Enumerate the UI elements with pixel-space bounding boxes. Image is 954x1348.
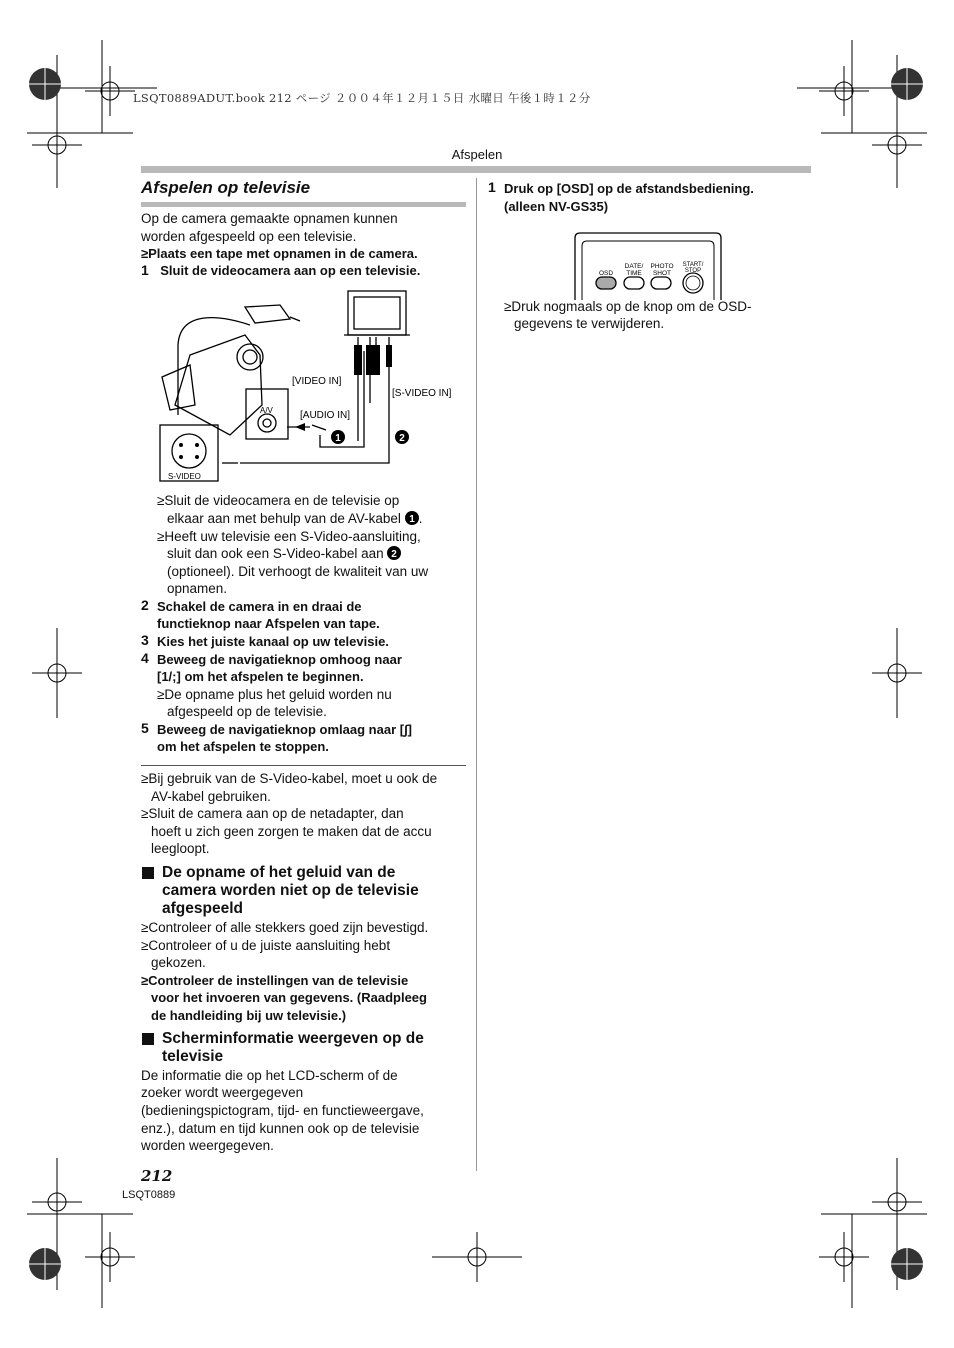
shot-label: SHOT [652,270,672,277]
heading-trouble: afgespeeld [162,900,243,917]
conn-bullet-2-cont [167,545,401,563]
step-4-bullet: ≥De opname plus het geluid worden nu [157,687,392,702]
label-audio-in: [AUDIO IN] [300,410,351,421]
conn-bullet-1-text: elkaar aan met behulp van de AV-kabel [167,511,401,526]
screen-info-text: worden weergegeven. [141,1138,274,1153]
conn-bullet-2: ≥Heeft uw televisie een S-Video-aansluiting, [157,529,421,544]
photo-label: PHOTO [650,263,674,270]
right-bullet: ≥Druk nogmaals op de knop om de OSD- [504,299,752,314]
step-5-line: om het afspelen te stoppen. [157,739,329,754]
print-header: LSQT0889ADUT.book 212 ページ ２００４年１２月１５日 水曜日 午後１時１２分 [133,91,591,105]
step-2-line: functieknop naar Afspelen van tape. [157,616,380,631]
note-2: ≥Sluit de camera aan op de netadapter, dan [141,806,404,821]
svg-text:2: 2 [391,549,398,560]
step-text: Sluit de videocamera aan op een televisie. [160,263,421,278]
heading-screen-info: televisie [162,1048,224,1065]
marker-2: 2 [399,433,405,444]
note-rule [141,765,466,766]
note-2-cont: leegloopt. [151,841,210,856]
heading-screen-info: Scherminformatie weergeven op de [162,1030,424,1047]
osd-button [596,277,616,289]
photo-shot-button [651,277,671,289]
label-video-in: [VIDEO IN] [292,376,342,387]
step-3-line: Kies het juiste kanaal op uw televisie. [157,634,389,649]
intro-line: Op de camera gemaakte opnamen kunnen [141,211,398,226]
time-label: TIME [626,270,642,277]
label-svideo: S-VIDEO [168,472,201,481]
right-step-number: 1 [488,179,496,195]
trouble-bullet-bold-cont: de handleiding bij uw televisie.) [151,1008,347,1023]
right-bullet-cont: gegevens te verwijderen. [514,316,665,331]
step-4-line: Beweeg de navigatieknop omhoog naar [157,652,402,667]
screen-info-text: enz.), datum en tijd kunnen ook op de televisie [141,1121,420,1136]
title-rule [141,202,466,207]
step-4-line: [1/;] om het afspelen te beginnen. [157,669,364,684]
intro-line: worden afgespeeld op een televisie. [141,229,357,244]
right-step-line: (alleen NV-GS35) [504,199,609,214]
note-2-cont: hoeft u zich geen zorgen te maken dat de accu [151,824,432,839]
step-5-number: 5 [141,720,149,736]
heading-trouble: De opname of het geluid van de [162,864,396,881]
conn-bullet-1: ≥Sluit de videocamera en de televisie op [157,493,400,508]
marker-1: 1 [335,433,341,444]
label-svideo-in: [S-VIDEO IN] [392,388,452,399]
running-head: Afspelen [451,147,503,162]
label-av: A/V [260,406,273,415]
conn-bullet-2-text: sluit dan ook een S-Video-kabel aan [167,546,384,561]
marker-2-icon [387,546,401,560]
trouble-bullet-bold-cont: voor het invoeren van gegevens. (Raadpleeg [151,990,427,1005]
conn-bullet-2-line3: (optioneel). Dit verhoogt de kwaliteit van uw [167,564,429,579]
heading-square-icon [142,867,154,879]
right-step-line: Druk op [OSD] op de afstandsbediening. [504,181,754,196]
heading-square-icon [142,1033,154,1045]
svg-text:1: 1 [408,514,415,525]
conn-bullet-2-line4: opnamen. [167,581,228,596]
step-3-number: 3 [141,632,149,648]
screen-info-text: (bedieningspictogram, tijd- en functieweergave, [141,1103,424,1118]
step-2-line: Schakel de camera in en draai de [157,599,362,614]
start-label: START/ [682,262,704,268]
conn-bullet-1-cont: elkaar aan met behulp van de AV-kabel 1 . [167,511,423,526]
note-1: ≥Bij gebruik van de S-Video-kabel, moet u ook de [141,771,438,786]
osd-label: OSD [598,270,614,277]
bullet-tape: ≥Plaats een tape met opnamen in de camera. [141,246,418,261]
screen-info-text: zoeker wordt weergegeven [141,1085,304,1100]
page-code: LSQT0889 [122,1189,176,1201]
step-2-number: 2 [141,597,149,613]
trouble-bullet-cont: gekozen. [151,955,206,970]
page-number: 212 [141,1167,173,1185]
trouble-bullet: ≥Controleer of alle stekkers goed zijn bevestigd. [141,920,429,935]
screen-info-text: De informatie die op het LCD-scherm of de [141,1068,398,1083]
column-divider [476,178,477,1171]
remote-control-illustration [574,232,722,300]
step-1 [141,262,420,280]
marker-1-icon [405,511,419,525]
date-time-button [624,277,644,289]
trouble-bullet-bold: ≥Controleer de instellingen van de televisie [141,973,409,988]
connection-diagram [150,285,460,485]
step-number: 1 [141,262,149,278]
section-title: Afspelen op televisie [141,178,311,197]
stop-label: STOP [684,268,702,274]
step-4-bullet-cont: afgespeeld op de televisie. [167,704,327,719]
step-5-line: Beweeg de navigatieknop omlaag naar [∫] [157,722,412,737]
top-rule [141,166,811,173]
trouble-bullet: ≥Controleer of u de juiste aansluiting hebt [141,938,391,953]
date-label: DATE/ [624,263,644,270]
note-1-cont: AV-kabel gebruiken. [151,789,271,804]
heading-trouble: camera worden niet op de televisie [162,882,419,899]
step-4-number: 4 [141,650,149,666]
